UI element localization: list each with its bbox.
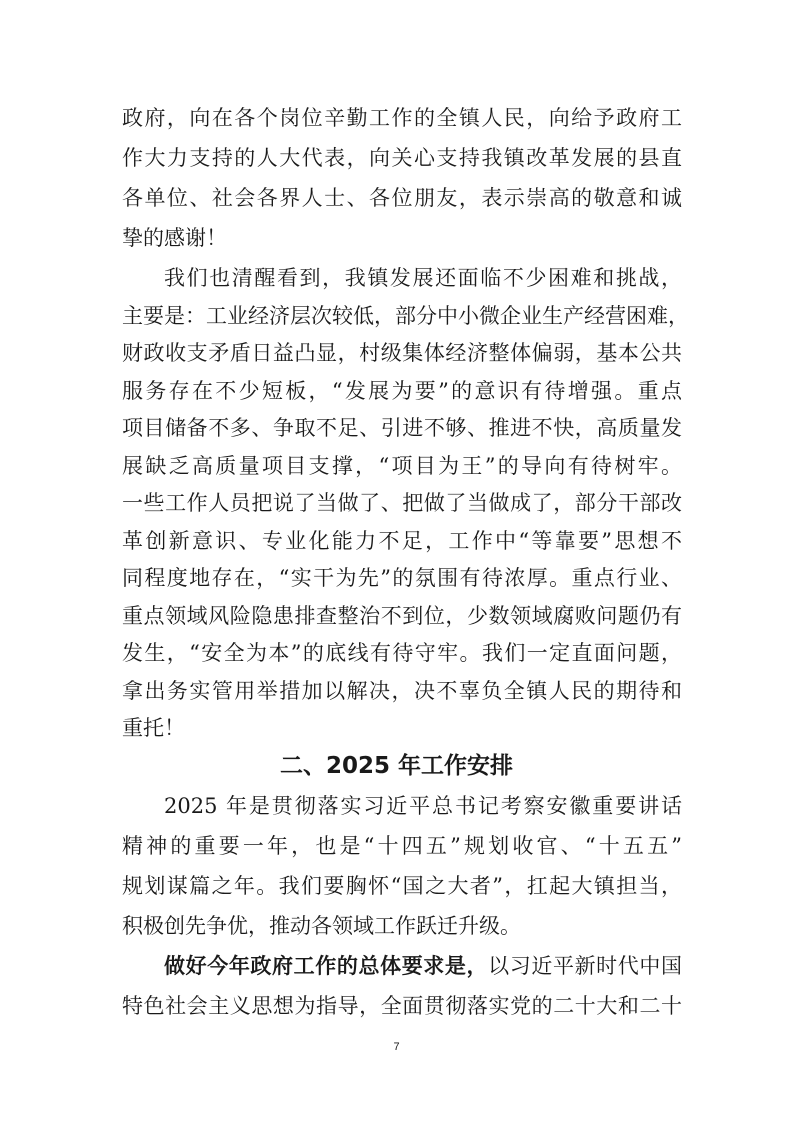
text-line: 2025 年是贯彻落实习近平总书记考察安徽重要讲话: [164, 794, 682, 818]
text-line: 同程度地存在，“实干为先”的氛围有待浓厚。重点行业、: [122, 566, 682, 590]
text-line: 精神的重要一年，也是“十四五”规划收官、“十五五”: [122, 834, 682, 858]
text-line: 服务存在不少短板，“发展为要”的意识有待增强。重点: [122, 378, 682, 403]
text-span: 以习近平新时代中国: [488, 954, 683, 978]
text-line: 规划谋篇之年。我们要胸怀“国之大者”，扛起大镇担当，: [122, 874, 682, 898]
text-line: 作大力支持的人大代表，向关心支持我镇改革发展的县直: [122, 146, 682, 170]
page-number: 7: [393, 1041, 400, 1053]
text-line: 发生，“安全为本”的底线有待守牢。我们一定直面问题，: [122, 641, 682, 665]
section-heading: 二、2025 年工作安排: [279, 753, 514, 779]
text-line: 政府，向在各个岗位辛勤工作的全镇人民，向给予政府工: [122, 106, 682, 130]
text-line: 重托！: [122, 716, 185, 740]
text-line: 财政收支矛盾日益凸显，村级集体经济整体偏弱，基本公共: [122, 341, 682, 365]
text-line: 展缺乏高质量项目支撑，“项目为王”的导向有待树牢。: [122, 453, 682, 478]
text-line: 一些工作人员把说了当做了、把做了当做成了，部分干部改: [122, 491, 682, 515]
text-line: 我们也清醒看到，我镇发展还面临不少困难和挑战，: [164, 266, 682, 290]
text-line: 项目储备不多、争取不足、引进不够、推进不快，高质量发: [122, 416, 682, 440]
text-line: 各单位、社会各界人士、各位朋友，表示崇高的敬意和诚: [122, 186, 682, 210]
text-line: 挚的感谢！: [122, 226, 227, 250]
bold-lead-text: 做好今年政府工作的总体要求是，: [164, 954, 489, 978]
text-line: 拿出务实管用举措加以解决，决不辜负全镇人民的期待和: [122, 678, 682, 703]
text-line: 特色社会主义思想为指导，全面贯彻落实党的二十大和二十: [122, 994, 682, 1018]
text-line: 革创新意识、专业化能力不足，工作中“等靠要”思想不: [122, 528, 682, 553]
text-line: 重点领域风险隐患排查整治不到位，少数领域腐败问题仍有: [122, 603, 682, 628]
text-line: 主要是：工业经济层次较低，部分中小微企业生产经营困难，: [122, 303, 689, 328]
text-line: 积极创先争优，推动各领域工作跃迁升级。: [122, 914, 521, 938]
text-line-with-lead: [164, 946, 682, 986]
